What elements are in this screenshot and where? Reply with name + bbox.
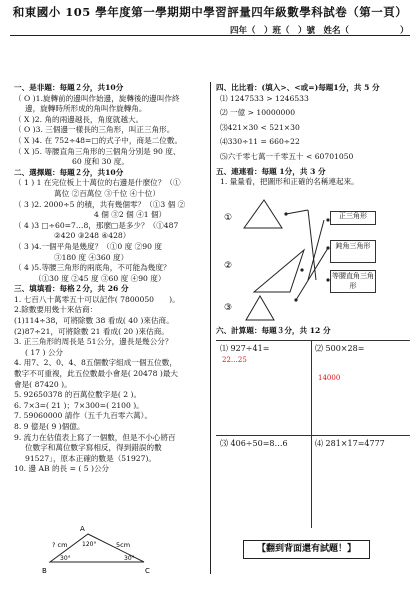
fill-line: 1. 七百八十萬零五十可以記作( 7800050 )。: [14, 294, 180, 304]
calc-q3: ⑶ 406÷50=8…6: [220, 439, 288, 448]
connect-line: [286, 210, 308, 214]
calc-grid-vline: [311, 340, 312, 528]
matching-figure: [216, 192, 412, 322]
fill-line: 數字不可重複，此五位數最小會是( 20478 )最大: [14, 369, 179, 379]
cmp-line: ⑴ 1247533 > 1246533: [220, 93, 309, 103]
calc-header: 六、計算題：每題３分，共 12 分: [216, 326, 331, 335]
tf-line: （ O )1.旋轉前的邊叫作始邊，旋轉後的邊叫作終: [14, 93, 180, 103]
tf-line: （ X )5. 等腰直角三角形的三個角分別是 90 度、: [14, 146, 181, 156]
vertex-label-c: C: [145, 567, 150, 575]
mc-line: 萬位 ②百萬位 ③千位 ④十位）: [54, 188, 160, 198]
item-mark-2: ②: [224, 261, 233, 271]
column-divider: [210, 82, 211, 574]
calc-q4: ⑷ 281×17=4777: [315, 439, 385, 448]
link-instruction: 1. 量量看，把圖形和正確的名稱連起來。: [220, 177, 359, 187]
tf-line: 60 度和 30 度。: [72, 157, 129, 167]
shape-triangle-2: [254, 250, 304, 292]
tf-line: （ O )3. 三個邊一樣長的三角形，叫正三角形。: [14, 125, 175, 135]
side-label-right: 5cm: [116, 541, 131, 549]
triangle-figure: [36, 520, 166, 578]
mc-line: （ 4 )3 □÷60=7…8，那麼□是多少？（①487: [14, 220, 179, 230]
tf-line: （ X )2. 角的兩邊越長，角度就越大。: [14, 114, 144, 124]
mc-header: 二、選擇題：每題２分，共10分: [14, 167, 124, 177]
header-divider: [10, 35, 410, 36]
vertex-label-b: B: [42, 567, 47, 575]
fill-line: 6. 7×3=( 21 )；7×300=( 2100 )。: [14, 400, 144, 410]
fill-line: 會是( 87420 )。: [14, 379, 72, 389]
mc-line: ②420 ③248 ④428）: [54, 231, 131, 241]
cmp-line: ⑶421×30 < 521×30: [220, 122, 300, 132]
cmp-line: ⑷330÷11 = 660÷22: [220, 137, 300, 147]
mc-line: （ 3 )4.一個平角是幾度？（①0 度 ②90 度: [14, 241, 162, 251]
fill-line: ( 17 ) 公分: [25, 347, 64, 357]
fill-line: 9. 流力在估值表上寫了一個數，但是不小心將百: [14, 432, 176, 442]
fill-line: 8. 9 億是( 9 )個億。: [14, 422, 85, 431]
vertex-label-a: A: [80, 525, 85, 533]
mc-line: （ 1 ) 1 在完位板上十萬位的右邊是什麼位？（①: [14, 178, 181, 188]
name-box-3: 等腰直角三角形: [330, 270, 376, 293]
tf-line: 邊，旋轉時所形成的角叫作旋轉角。: [25, 104, 147, 114]
fill-line: 4. 用7、2、0、4、8五個數字組成一個五位數，: [14, 358, 177, 368]
fill-line: 2.除數要用幾十來估商：: [14, 305, 98, 315]
fill-line: 7. 59060000 請作（五千九百零六萬）。: [14, 411, 153, 421]
item-mark-1: ①: [224, 213, 233, 223]
calc-grid-hline: [216, 435, 410, 436]
fill-line: 3. 正三角形的周長是 51公分，邊長是幾公分？: [14, 337, 173, 347]
side-label-left: ? cm: [52, 541, 68, 549]
mc-line: ③180 度 ④360 度）: [54, 252, 129, 262]
cmp-line: ⑵ 一億 > 10000000: [220, 108, 296, 118]
calc-ans-2: 14000: [318, 374, 341, 382]
cmp-header: 四、比比看：(填入>、<或=)每題1分，共 5 分: [216, 83, 380, 92]
name-box-2: 鈍角三角形: [330, 240, 376, 263]
shape-triangle-1: [244, 200, 282, 228]
calc-q2: ⑵ 500×28=: [315, 344, 365, 353]
calc-ans-1: 22…25: [222, 356, 247, 364]
left-column: [14, 83, 208, 475]
mc-line: 4 個 ③2 個 ④1 個）: [94, 210, 167, 220]
right-column: [216, 83, 412, 192]
cmp-line: ⑸六千零七萬一千零五十 < 60701050: [220, 151, 354, 161]
fill-header: 三、填填看：每格２分，共 26 分: [14, 284, 129, 294]
item-mark-3: ③: [224, 303, 233, 313]
angle-label-c: 30°: [124, 555, 135, 562]
fill-line: (2)87÷21，可將除數 21 看成( 20 )來估商。: [14, 326, 169, 336]
mc-line: （ 4 )5.等腰三角形的兩底角，不可能為幾度？: [14, 263, 171, 273]
tf-line: （ X )4. 在 752÷48=□的式子中，商是二位數。: [14, 135, 183, 145]
mc-line: （①30 度 ②45 度 ③60 度 ④90 度）: [34, 273, 166, 283]
link-header: 五、連連看：每題 1分，共 3 分: [216, 166, 326, 176]
exam-title: 和東國小 105 學年度第一學期期中學習評量四年級數學科試卷（第一頁）: [12, 5, 408, 19]
fill-line: 91527」，原本正確的數是（51927)。: [25, 453, 157, 463]
connect-line: [296, 248, 328, 300]
shape-triangle-3: [246, 296, 274, 320]
calc-header-wrap: [216, 326, 412, 337]
student-info-line: 四年（ ）班（ ）號 姓名（ ）: [230, 26, 409, 36]
calc-q1: ⑴ 927÷41=: [220, 344, 270, 353]
angle-label-b: 30°: [60, 555, 71, 562]
footer-note: 【翻到背面還有試題！】: [243, 540, 370, 559]
fill-line: 位數字和萬位數字寫相反，得到錯誤的數: [25, 443, 162, 453]
fill-line: 10. 邊 AB 的長 = ( 5 )公分: [14, 464, 110, 474]
mc-line: （ 3 )2. 2000÷5 的積，共有幾個零？（①3 個 ②: [14, 199, 186, 209]
tf-header: 一、是非題：每題２分，共10分: [14, 83, 124, 92]
fill-line: 5. 92650378 的百萬位數字是( 2 )。: [14, 390, 142, 400]
fill-line: (1)114÷38，可將除數 38 看成( 40 )來估商。: [14, 316, 174, 326]
name-box-1: 正三角形: [330, 211, 376, 225]
angle-label-top: 120°: [82, 541, 97, 548]
